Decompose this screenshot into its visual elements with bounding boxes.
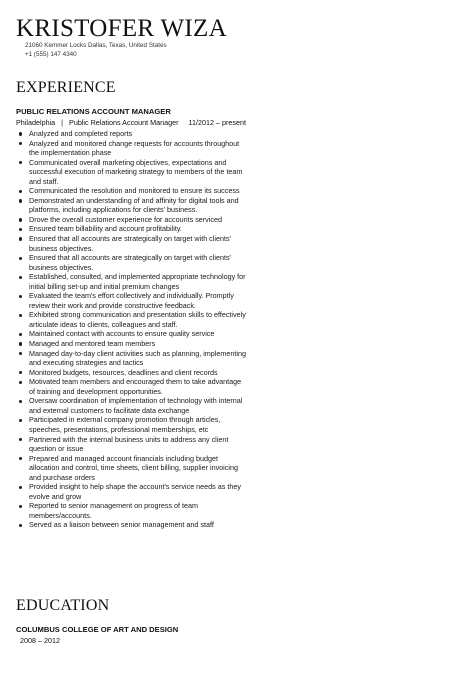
list-item: Managed day-to-day client activities such as planning, implementing and executing strategies and tactics <box>29 349 249 368</box>
list-item: Participated in external company promotion through articles, speeches, presentations, professional memberships, etc <box>29 415 249 434</box>
list-item: Evaluated the team's effort collectively and individually. Promptly review their work and provide constructive feedback. <box>29 291 249 310</box>
list-item: Reported to senior management on progress of team members/accounts. <box>29 501 249 520</box>
education-school: COLUMBUS COLLEGE OF ART AND DESIGN <box>16 625 179 634</box>
list-item: Served as a liaison between senior management and staff <box>29 520 249 530</box>
list-item: Provided insight to help shape the account's service needs as they evolve and grow <box>29 482 249 501</box>
job-location: Philadelphia <box>16 118 56 127</box>
list-item: Maintained contact with accounts to ensure quality service <box>29 329 249 339</box>
list-item: Analyzed and completed reports <box>29 129 249 139</box>
list-item: Prepared and managed account financials including budget allocation and control, time sheets, client billing, supplier invoicing and purchase orders <box>29 454 249 483</box>
list-item: Exhibited strong communication and presentation skills to effectively articulate ideas to clients, colleagues and staff. <box>29 310 249 329</box>
list-item: Established, consulted, and implemented appropriate technology for initial billing set-up and initial premium changes <box>29 272 249 291</box>
list-item: Drove the overall customer experience for accounts serviced <box>29 215 249 225</box>
job-title: PUBLIC RELATIONS ACCOUNT MANAGER <box>16 107 171 116</box>
list-item: Managed and mentored team members <box>29 339 249 349</box>
list-item: Communicated the resolution and monitored to ensure its success <box>29 186 249 196</box>
contact-phone: +1 (555) 147 4340 <box>25 51 77 58</box>
job-meta <box>16 118 246 127</box>
education-dates: 2008 – 2012 <box>20 636 60 645</box>
list-item: Communicated overall marketing objectives, expectations and successful execution of marketing strategy to members of the team and staff. <box>29 158 249 187</box>
list-item: Oversaw coordination of implementation of technology with internal and external customers to facilitate data exchange <box>29 396 249 415</box>
candidate-name: KRISTOFER WIZA <box>16 15 227 42</box>
job-role: Public Relations Account Manager <box>69 118 179 127</box>
list-item: Monitored budgets, resources, deadlines and client records <box>29 368 249 378</box>
experience-heading: EXPERIENCE <box>16 79 116 96</box>
education-heading: EDUCATION <box>16 597 110 614</box>
job-dates: 11/2012 – present <box>188 118 246 127</box>
list-item: Ensured that all accounts are strategically on target with clients' business objectives. <box>29 234 249 253</box>
list-item: Demonstrated an understanding of and affinity for digital tools and platforms, including applications for clients' business. <box>29 196 249 215</box>
list-item: Ensured that all accounts are strategically on target with clients' business objectives. <box>29 253 249 272</box>
list-item: Partnered with the internal business units to address any client question or issue <box>29 435 249 454</box>
list-item: Motivated team members and encouraged them to take advantage of training and development opportunities. <box>29 377 249 396</box>
contact-address: 21060 Kemmer Locks Dallas, Texas, United States <box>25 42 167 49</box>
list-item: Analyzed and monitored change requests for accounts throughout the implementation phase <box>29 139 249 158</box>
list-item: Ensured team billability and account profitability. <box>29 224 249 234</box>
job-separator: | <box>61 118 64 127</box>
experience-bullet-list <box>29 129 249 530</box>
